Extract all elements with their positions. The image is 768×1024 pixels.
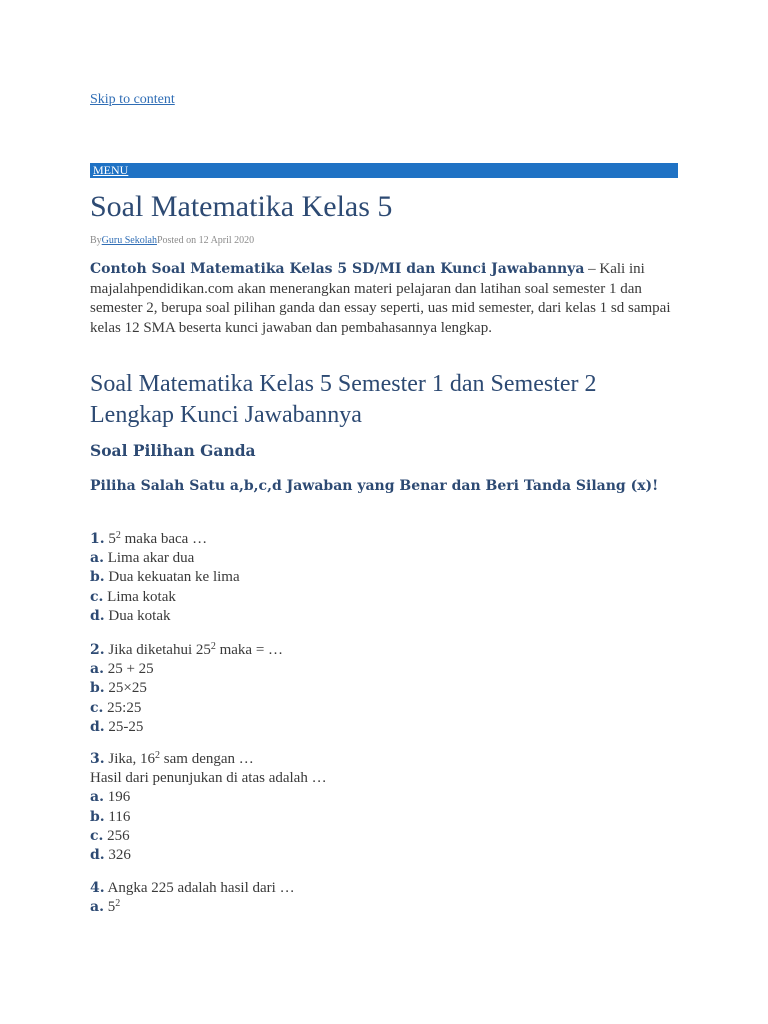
menu-toggle-label[interactable]: MENU: [93, 163, 129, 177]
answer-option: d. 25-25: [90, 718, 144, 735]
answer-option: c. 25:25: [90, 699, 142, 716]
section-title: Soal Matematika Kelas 5 Semester 1 dan Semester 2 Lengkap Kunci Jawabannya: [90, 371, 597, 428]
intro-lead: Contoh Soal Matematika Kelas 5 SD/MI dan Kunci Jawabannya: [90, 261, 585, 277]
answer-option: b. Dua kekuatan ke lima: [90, 569, 240, 586]
question-3: [90, 750, 327, 865]
intro-text: – Kali ini majalahpendidikan.com akan menerangkan materi pelajaran dan latihan soal semester 1 dan semester 2, berupa soal pilihan ganda dan essay seperti, uas mid semester, dari kelas 1 sd sampai kelas 12 SMA beserta kunci jawaban dan pembahasannya lengkap.: [90, 261, 671, 336]
answer-option: d. Dua kotak: [90, 607, 171, 624]
answer-option: c. 256: [90, 827, 130, 844]
answer-option: a. 25 + 25: [90, 661, 154, 678]
question-stem: 3. Jika, $16^2$ sam dengan …: [90, 750, 254, 767]
page-title: Soal Matematika Kelas 5: [90, 190, 393, 223]
post-date: 12 April 2020: [198, 235, 255, 246]
answer-option: d. 326: [90, 847, 131, 864]
answer-option: b. 116: [90, 808, 131, 825]
question-1: [90, 530, 240, 626]
post-byline: [90, 235, 254, 247]
answer-option: a. $5^2$: [90, 898, 121, 916]
subhead-multiple-choice: Soal Pilihan Ganda: [90, 441, 256, 460]
answer-option: a. Lima akar dua: [90, 550, 195, 567]
question-extra-line: Hasil dari penunjukan di atas adalah …: [90, 770, 327, 787]
answer-option: b. 25×25: [90, 680, 147, 697]
question-stem: 4. Angka 225 adalah hasil dari …: [90, 880, 295, 896]
author-link[interactable]: Guru Sekolah: [101, 235, 157, 246]
answer-option: a. 196: [90, 789, 131, 806]
answer-option: c. Lima kotak: [90, 588, 176, 605]
skip-to-content-link[interactable]: Skip to content: [90, 92, 175, 107]
byline-prefix: By: [90, 235, 102, 246]
question-stem: 1. $5^2$ maka baca …: [90, 530, 208, 547]
question-2: [90, 641, 283, 737]
menu-bar[interactable]: [90, 163, 678, 178]
question-stem: 2. Jika diketahui $25^2$ maka = …: [90, 641, 284, 658]
posted-on-prefix: Posted on: [156, 235, 197, 246]
intro-paragraph: [90, 260, 680, 338]
instruction-text: Piliha Salah Satu a,b,c,d Jawaban yang Benar dan Beri Tanda Silang (x)!: [90, 478, 659, 494]
question-4: [90, 879, 295, 917]
